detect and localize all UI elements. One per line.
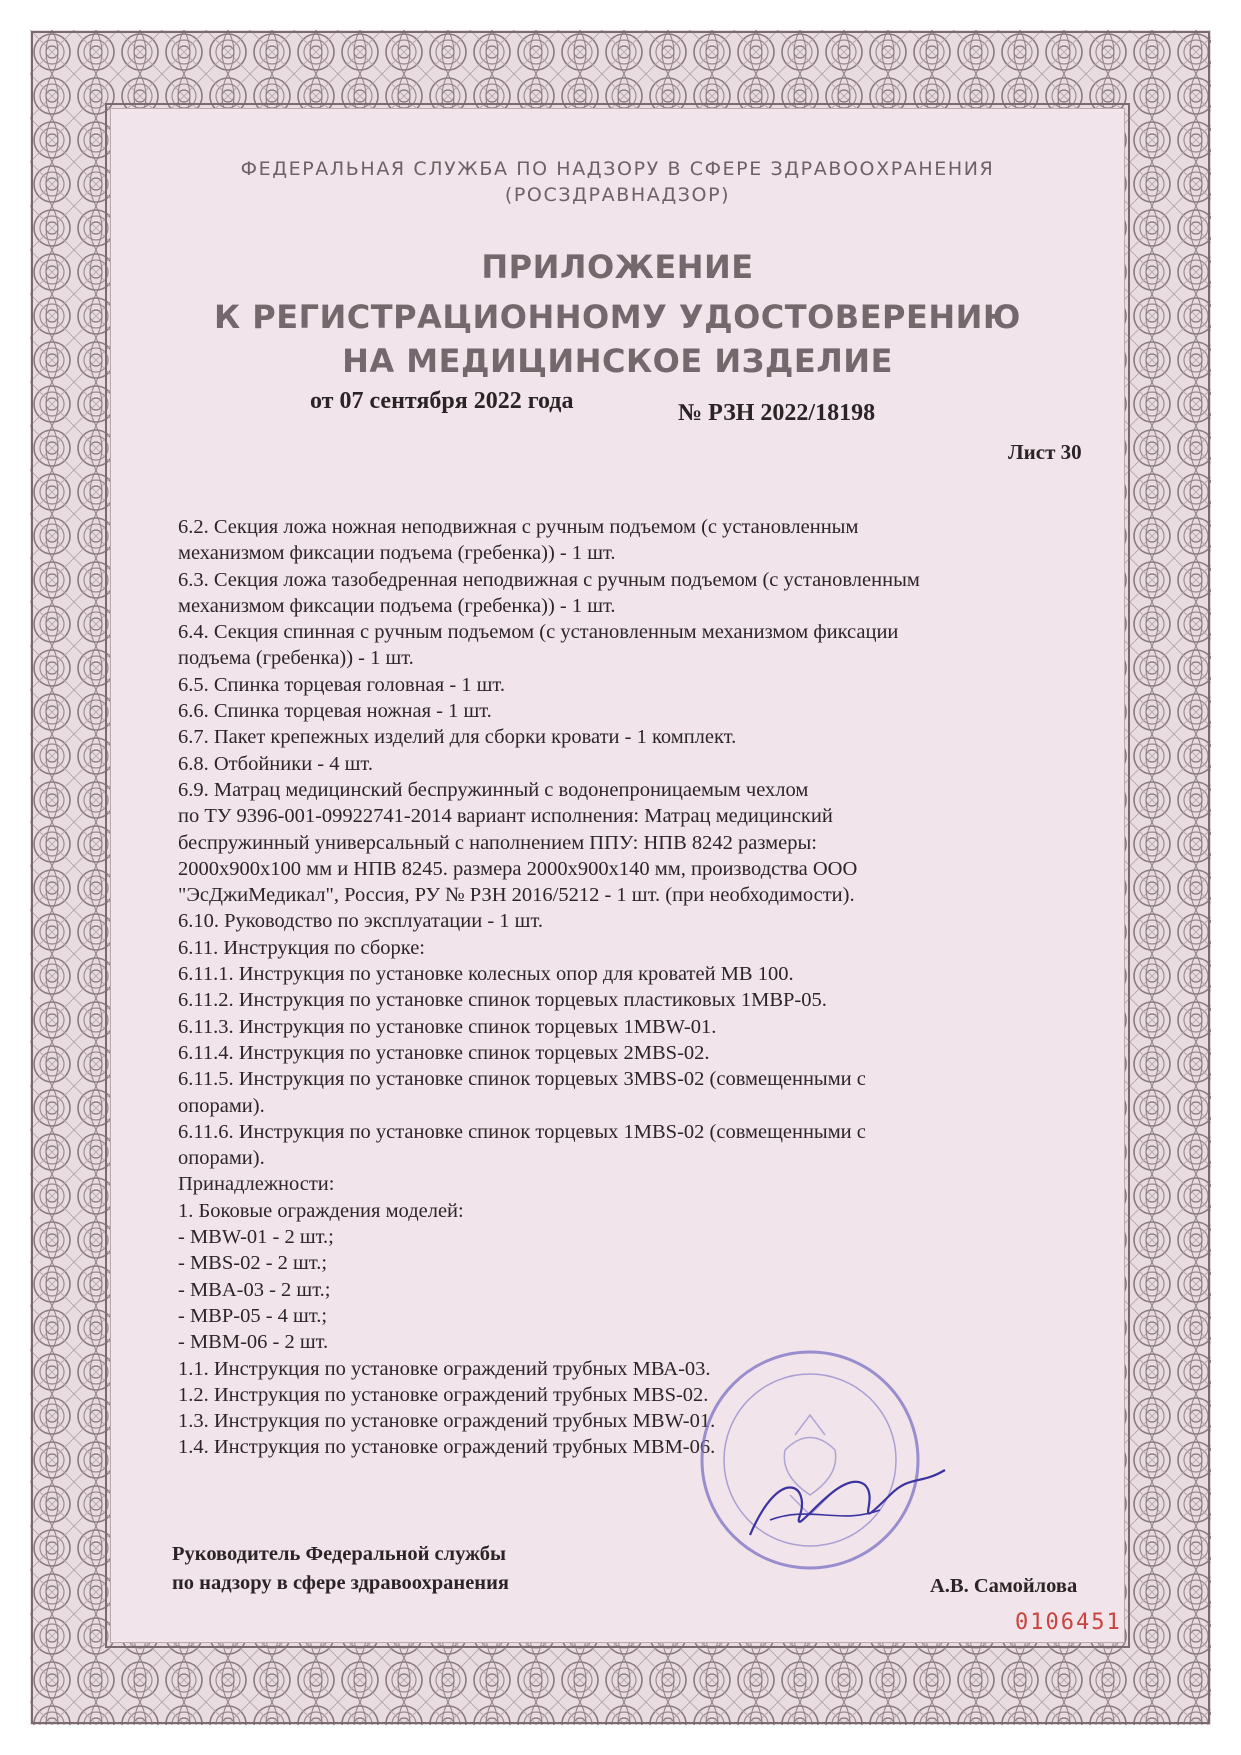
text-line: по ТУ 9396-001-09922741-2014 вариант исполнения: Матрац медицинский — [178, 805, 833, 828]
signatory-position-1: Руководитель Федеральной службы — [172, 1543, 506, 1565]
text-line: 1.3. Инструкция по установке ограждений трубных MBW-01. — [178, 1410, 716, 1433]
text-line: 6.7. Пакет крепежных изделий для сборки кровати - 1 комплект. — [178, 726, 737, 749]
sheet-number: Лист 30 — [1008, 440, 1082, 464]
text-line: "ЭсДжиМедикал", Россия, РУ № РЗН 2016/5212 - 1 шт. (при необходимости). — [178, 884, 855, 907]
text-line: 6.11.4. Инструкция по установке спинок торцевых 2MBS-02. — [178, 1041, 710, 1064]
text-line: 6.2. Секция ложа ножная неподвижная с ручным подъемом (с установленным — [178, 516, 859, 538]
text-line: опорами). — [178, 1147, 265, 1170]
signatory-name: А.В. Самойлова — [930, 1575, 1078, 1597]
registration-number: № РЗН 2022/18198 — [678, 400, 876, 426]
text-line: 1.1. Инструкция по установке ограждений трубных МВА-03. — [178, 1357, 711, 1380]
text-line: 6.10. Руководство по эксплуатации - 1 шт. — [178, 910, 543, 933]
text-line: 6.11.6. Инструкция по установке спинок торцевых 1MBS-02 (совмещенными с — [178, 1120, 866, 1143]
text-line: - MBW-01 - 2 шт.; — [178, 1226, 334, 1249]
text-line: 1.4. Инструкция по установке ограждений трубных МВМ-06. — [178, 1436, 716, 1459]
title-line-2: К РЕГИСТРАЦИОННОМУ УДОСТОВЕРЕНИЮ — [214, 298, 1021, 336]
text-line: подъема (гребенка)) - 1 шт. — [178, 647, 414, 670]
document-date: от 07 сентября 2022 года — [310, 388, 574, 414]
title-line-3: НА МЕДИЦИНСКОЕ ИЗДЕЛИЕ — [342, 342, 893, 380]
signatory-position-2: по надзору в сфере здравоохранения — [172, 1572, 510, 1594]
text-line: 6.9. Матрац медицинский беспружинный с водонепроницаемым чехлом — [178, 778, 809, 801]
text-line: 6.8. Отбойники - 4 шт. — [178, 752, 373, 775]
official-stamp — [690, 1345, 960, 1575]
text-line: 6.3. Секция ложа тазобедренная неподвижная с ручным подъемом (с установленным — [178, 568, 920, 591]
text-line: - MBA-03 - 2 шт.; — [178, 1278, 331, 1301]
text-line: 6.11.1. Инструкция по установке колесных опор для кроватей MB 100. — [178, 963, 794, 986]
text-line: 6.11.2. Инструкция по установке спинок торцевых пластиковых 1МВР-05. — [178, 989, 827, 1012]
agency-short-name: (РОСЗДРАВНАДЗОР) — [504, 184, 731, 206]
text-line: механизмом фиксации подъема (гребенка)) - 1 шт. — [178, 594, 616, 617]
text-line: Принадлежности: — [178, 1173, 335, 1196]
text-line: - МВМ-06 - 2 шт. — [178, 1331, 329, 1354]
text-line: - MBS-02 - 2 шт.; — [178, 1252, 328, 1275]
title-line-1: ПРИЛОЖЕНИЕ — [481, 248, 754, 286]
text-line: 1.2. Инструкция по установке ограждений трубных MBS-02. — [178, 1383, 709, 1406]
text-line: 6.11. Инструкция по сборке: — [178, 936, 426, 959]
document-body — [178, 514, 1118, 1461]
text-line: механизмом фиксации подъема (гребенка)) - 1 шт. — [178, 542, 616, 565]
text-line: - МВР-05 - 4 шт.; — [178, 1304, 328, 1327]
text-line: 1. Боковые ограждения моделей: — [178, 1199, 464, 1222]
text-line: 2000х900х100 мм и НПВ 8245. размера 2000х900х140 мм, производства ООО — [178, 857, 858, 880]
text-line: беспружинный универсальный с наполнением ППУ: НПВ 8242 размеры: — [178, 831, 817, 854]
serial-number: 0106451 — [1015, 1610, 1122, 1635]
text-line: опорами). — [178, 1094, 265, 1117]
text-line: 6.11.3. Инструкция по установке спинок торцевых 1MBW-01. — [178, 1015, 717, 1038]
text-line: 6.11.5. Инструкция по установке спинок торцевых 3MBS-02 (совмещенными с — [178, 1068, 866, 1091]
text-line: 6.5. Спинка торцевая головная - 1 шт. — [178, 673, 505, 696]
agency-name: ФЕДЕРАЛЬНАЯ СЛУЖБА ПО НАДЗОРУ В СФЕРЕ ЗДРАВООХРАНЕНИЯ — [240, 158, 995, 180]
text-line: 6.6. Спинка торцевая ножная - 1 шт. — [178, 700, 492, 723]
text-line: 6.4. Секция спинная с ручным подъемом (с установленным механизмом фиксации — [178, 621, 899, 644]
